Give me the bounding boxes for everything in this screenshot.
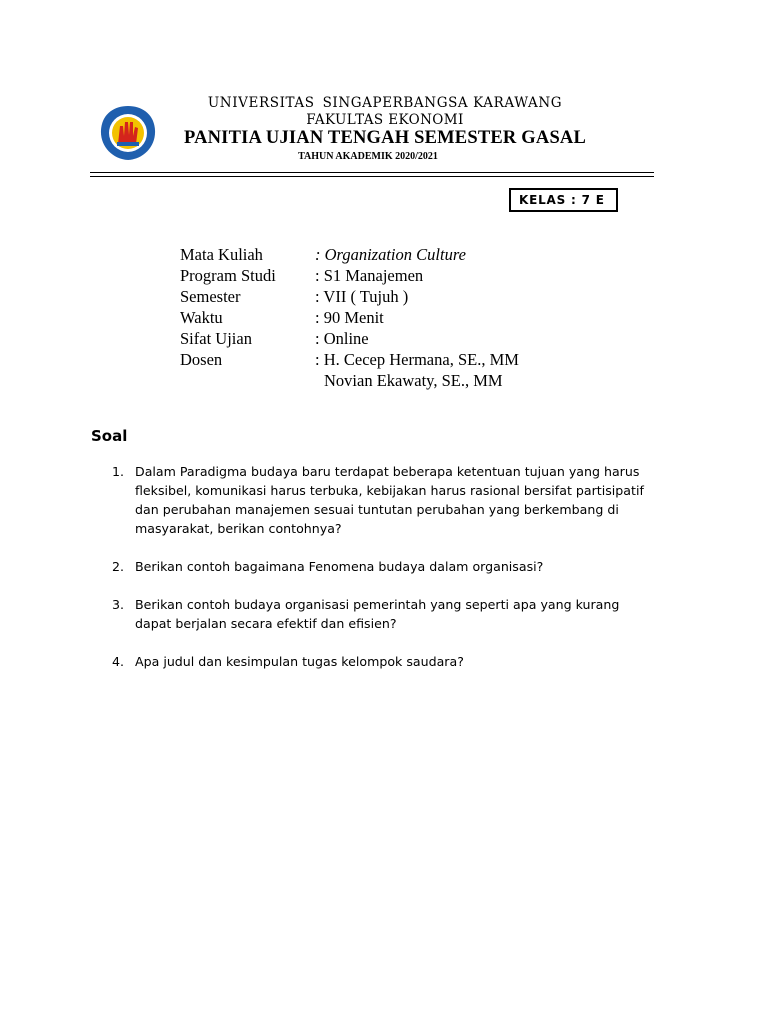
university-name: UNIVERSITAS SINGAPERBANGSA KARAWANG <box>207 95 563 111</box>
info-label: Semester <box>180 287 241 306</box>
info-value: : Organization Culture <box>315 245 466 264</box>
info-value: : 90 Menit <box>315 308 384 327</box>
info-row-lecturer <box>180 349 519 370</box>
logo-book-bar <box>117 142 139 146</box>
info-label: Mata Kuliah <box>180 245 263 264</box>
question-line: Apa judul dan kesimpulan tugas kelompok saudara? <box>135 654 464 669</box>
question-line: Berikan contoh budaya organisasi pemerintah yang seperti apa yang kurang <box>135 597 620 612</box>
question-line: masyarakat, berikan contohnya? <box>135 521 342 536</box>
question-line: fleksibel, komunikasi harus terbuka, kebijakan harus rasional bersifat partisipatif <box>135 483 644 498</box>
question-number: 2. <box>112 559 125 574</box>
exam-info <box>180 244 519 391</box>
question-list <box>112 462 692 671</box>
info-label: Program Studi <box>180 266 276 285</box>
class-box: KELAS : 7 E <box>509 188 618 212</box>
info-row-program <box>180 265 519 286</box>
question-line: Dalam Paradigma budaya baru terdapat beberapa ketentuan tujuan yang harus <box>135 464 640 479</box>
academic-year: TAHUN AKADEMIK 2020/2021 <box>298 151 438 162</box>
question-item <box>112 595 692 633</box>
info-row-time <box>180 307 519 328</box>
question-text <box>135 462 692 538</box>
info-row-course <box>180 244 519 265</box>
question-text <box>135 595 692 633</box>
faculty-name: FAKULTAS EKONOMI <box>306 112 464 128</box>
question-number: 3. <box>112 597 125 612</box>
info-value: : S1 Manajemen <box>315 266 424 285</box>
info-value: : Online <box>315 329 369 348</box>
info-label: Waktu <box>180 308 223 327</box>
info-row-lecturer-2 <box>180 370 519 391</box>
header-divider-top <box>90 172 654 173</box>
info-label: Dosen <box>180 350 223 369</box>
info-value: : H. Cecep Hermana, SE., MM <box>315 350 519 369</box>
committee-title: PANITIA UJIAN TENGAH SEMESTER GASAL <box>183 128 587 148</box>
info-value: : VII ( Tujuh ) <box>315 287 409 306</box>
info-value: Novian Ekawaty, SE., MM <box>324 371 503 390</box>
info-label: Sifat Ujian <box>180 329 252 348</box>
question-line: Berikan contoh bagaimana Fenomena budaya dalam organisasi? <box>135 559 544 574</box>
university-logo <box>98 104 158 162</box>
question-item <box>112 557 692 576</box>
question-line: dapat berjalan secara efektif dan efisien? <box>135 616 397 631</box>
question-number: 1. <box>112 464 125 479</box>
question-text <box>135 557 692 576</box>
question-item <box>112 652 692 671</box>
question-line: dan perubahan manajemen sesuai tuntutan perubahan yang berkembang di <box>135 502 619 517</box>
question-text <box>135 652 692 671</box>
question-number: 4. <box>112 654 125 669</box>
header-divider-bottom <box>90 176 654 177</box>
info-row-nature <box>180 328 519 349</box>
question-item <box>112 462 692 538</box>
section-title: Soal <box>91 427 128 445</box>
info-row-semester <box>180 286 519 307</box>
